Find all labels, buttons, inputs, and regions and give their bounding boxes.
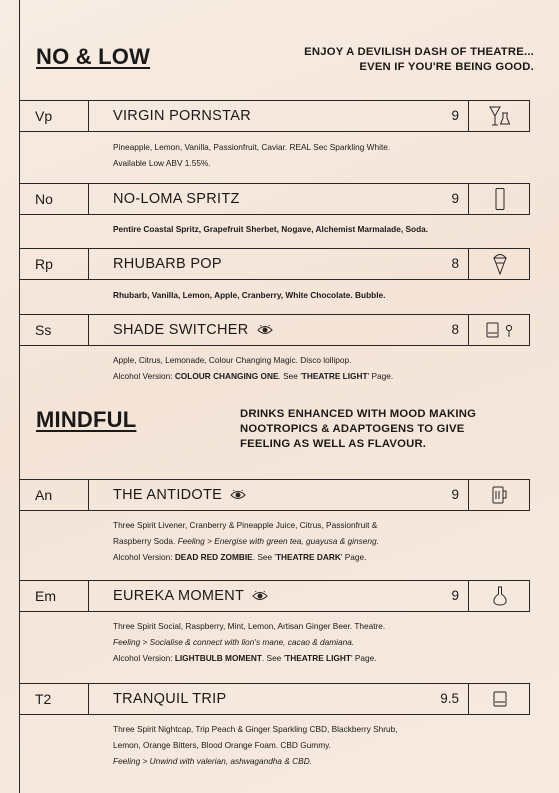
subtitle-line: EVEN IF YOU'RE BEING GOOD. <box>359 61 534 73</box>
drink-code: Rp <box>35 256 53 272</box>
desc-text: Alcohol Version: <box>113 371 175 381</box>
desc-line: Three Spirit Livener, Cranberry & Pineapple Juice, Citrus, Passionfruit & <box>113 520 378 530</box>
drink-code: Ss <box>35 322 52 338</box>
desc-line <box>113 753 513 769</box>
highball-icon <box>469 184 530 214</box>
alcohol-version-name: DEAD RED ZOMBIE <box>174 552 253 562</box>
drink-description <box>113 287 513 303</box>
desc-line <box>113 634 513 650</box>
drink-name: NO-LOMA SPRITZ <box>113 191 240 207</box>
drink-name-wrap <box>113 588 268 604</box>
section-title-mindful: MINDFUL <box>36 407 137 432</box>
drink-name-wrap <box>113 487 246 503</box>
drink-price: 8 <box>451 256 459 271</box>
alcohol-version-name: COLOUR CHANGING ONE <box>174 371 279 381</box>
eye-icon <box>252 591 268 601</box>
drink-row-shade-switcher <box>19 314 530 346</box>
drink-price: 9 <box>451 487 459 502</box>
tumbler-and-lollipop-icon <box>469 315 530 345</box>
page-reference: THEATRE LIGHT <box>301 371 368 381</box>
desc-text: Alcohol Version: <box>113 552 175 562</box>
desc-line: Rhubarb, Vanilla, Lemon, Apple, Cranberry, White Chocolate. Bubble. <box>113 290 386 300</box>
desc-line <box>113 650 513 666</box>
desc-text: ' Page. <box>367 371 394 381</box>
drink-price: 9.5 <box>440 691 459 706</box>
desc-text: Raspberry Soda. <box>113 536 178 546</box>
drink-name: SHADE SWITCHER <box>113 322 249 338</box>
page-reference: THEATRE DARK <box>275 552 341 562</box>
drink-price: 9 <box>451 191 459 206</box>
subtitle-line: NOOTROPICS & ADAPTOGENS TO GIVE <box>240 423 465 435</box>
section-title-no-low: NO & LOW <box>36 44 151 69</box>
feeling-text: Feeling > Unwind with valerian, ashwagandha & CBD. <box>113 756 313 766</box>
desc-text: Alcohol Version: <box>113 653 175 663</box>
drink-description <box>113 221 513 237</box>
drink-price: 8 <box>451 322 459 337</box>
drink-code: No <box>35 191 53 207</box>
feeling-text: Feeling > Energise with green tea, guayusa & ginseng. <box>177 536 379 546</box>
subtitle-line: FEELING AS WELL AS FLAVOUR. <box>240 438 427 450</box>
desc-line: Available Low ABV 1.55%. <box>113 158 211 168</box>
drink-code: An <box>35 487 53 503</box>
drink-name: VIRGIN PORNSTAR <box>113 108 251 124</box>
drink-price: 9 <box>451 108 459 123</box>
rocks-glass-icon <box>469 684 530 714</box>
drink-row-rhubarb-pop <box>19 248 530 280</box>
desc-line: Apple, Citrus, Lemonade, Colour Changing Magic. Disco lollipop. <box>113 355 352 365</box>
drink-row-the-antidote <box>19 479 530 511</box>
desc-text: . See ' <box>252 552 276 562</box>
drink-name-wrap <box>113 322 273 338</box>
feeling-text: Feeling > Socialise & connect with lion's mane, cacao & damiana. <box>113 637 355 647</box>
desc-text: . See ' <box>261 653 286 663</box>
drink-description <box>113 721 513 769</box>
desc-line <box>113 368 513 384</box>
flask-icon <box>469 581 530 611</box>
drink-name: THE ANTIDOTE <box>113 487 223 503</box>
drink-name: EUREKA MOMENT <box>113 588 245 604</box>
page-reference: THEATRE LIGHT <box>285 653 351 663</box>
drink-row-virgin-pornstar <box>19 100 530 132</box>
drink-row-no-loma-spritz <box>19 183 530 215</box>
coupe-and-shot-icon <box>469 101 530 131</box>
drink-description <box>113 139 513 171</box>
eye-icon <box>230 490 246 500</box>
desc-line: Three Spirit Social, Raspberry, Mint, Lemon, Artisan Ginger Beer. Theatre. <box>113 621 386 631</box>
drink-description <box>113 517 513 565</box>
desc-line: Pentire Coastal Spritz, Grapefruit Sherbet, Nogave, Alchemist Marmalade, Soda. <box>113 224 429 234</box>
drink-code: T2 <box>35 691 52 707</box>
desc-text: ' Page. <box>350 653 377 663</box>
section-subtitle-mindful <box>240 407 476 452</box>
desc-line: Lemon, Orange Bitters, Blood Orange Foam. CBD Gummy. <box>113 740 331 750</box>
mug-icon <box>469 480 530 510</box>
desc-line <box>113 549 513 565</box>
section-subtitle-no-low <box>304 45 534 75</box>
desc-text: ' Page. <box>340 552 367 562</box>
desc-text: . See ' <box>278 371 302 381</box>
desc-line: Three Spirit Nightcap, Trip Peach & Ginger Sparkling CBD, Blackberry Shrub, <box>113 724 398 734</box>
desc-line <box>113 533 513 549</box>
drink-row-tranquil-trip <box>19 683 530 715</box>
drink-description <box>113 352 513 384</box>
eye-icon <box>257 325 273 335</box>
subtitle-line: DRINKS ENHANCED WITH MOOD MAKING <box>240 408 477 420</box>
subtitle-line: ENJOY A DEVILISH DASH OF THEATRE... <box>304 46 534 58</box>
drink-row-eureka-moment <box>19 580 530 612</box>
drink-description <box>113 618 513 666</box>
drink-code: Vp <box>35 108 53 124</box>
alcohol-version-name: LIGHTBULB MOMENT <box>174 653 262 663</box>
drink-price: 9 <box>451 588 459 603</box>
drink-code: Em <box>35 588 56 604</box>
desc-line: Pineapple, Lemon, Vanilla, Passionfruit, Caviar. REAL Sec Sparkling White. <box>113 142 391 152</box>
drink-name: TRANQUIL TRIP <box>113 691 227 707</box>
drink-name: RHUBARB POP <box>113 256 222 272</box>
cone-icon <box>469 249 530 279</box>
